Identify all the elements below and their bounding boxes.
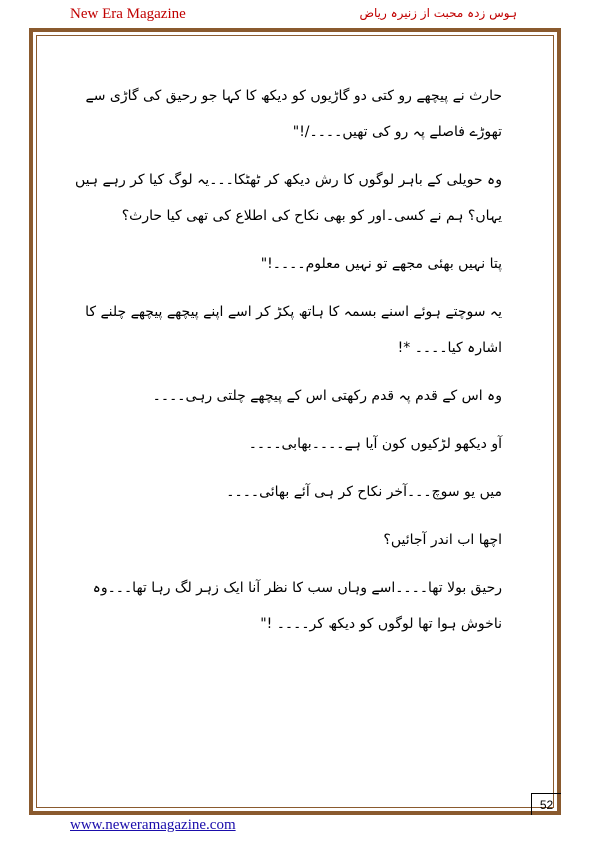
paragraph: پتا نہیں بھئی مجھے تو نہیں معلوم۔۔۔۔!" [260,256,502,272]
paragraph: رحیق بولا تھا۔۔۔۔اسے وہاں سب کا نظر آنا ایک زہر لگ رہا تھا۔۔۔وہ ناخوش ہوا تھا لوگوں کو دیکھ کر۔۔۔۔ !" [92,580,502,632]
paragraph: حارث نے پیچھے رو کتی دو گاڑیوں کو دیکھ کا کہا جو رحیق کی گاڑی سے تھوڑے فاصلے پہ رو کی تھیں۔۔۔۔/!" [85,88,502,140]
paragraph: اچھا اب اندر آجائیں؟ [383,532,502,548]
page-number: 52 [531,793,561,815]
story-title: ہوس زدہ محبت از زنیرہ ریاض [359,6,517,20]
footer-website-link[interactable]: www.neweramagazine.com [70,817,236,833]
magazine-name: New Era Magazine [70,6,186,22]
paragraph: وہ حویلی کے باہر لوگوں کا رش دیکھ کر ٹھٹکا۔۔۔یہ لوگ کیا کر رہے ہیں یہاں؟ ہم نے کسی۔اور کو بھی نکاح کی اطلاع کی تھی کیا حارث؟ [75,172,502,224]
story-text [70,78,502,654]
paragraph: آو دیکھو لڑکیوں کون آیا ہے۔۔۔۔بھابی۔۔۔۔ [248,436,502,452]
paragraph: میں یو سوچ۔۔۔آخر نکاح کر ہی آئے بھائی۔۔۔۔ [226,484,502,500]
paragraph: یہ سوچتے ہوئے اسنے بسمہ کا ہاتھ پکڑ کر اسے اپنے پیچھے پیچھے چلنے کا اشارہ کیا۔۔۔۔ *! [85,304,502,356]
paragraph: وہ اس کے قدم پہ قدم رکھتی اس کے پیچھے چلتی رہی۔۔۔۔ [152,388,502,404]
